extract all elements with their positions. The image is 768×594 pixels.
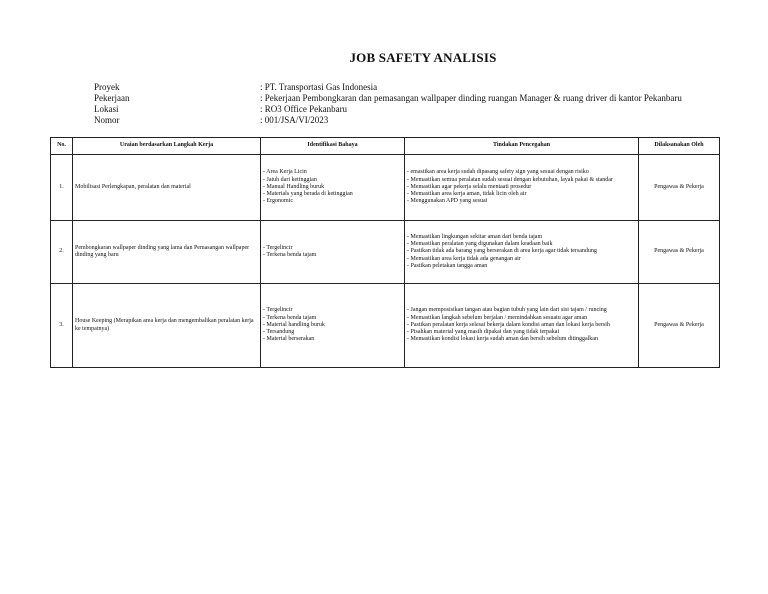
jsa-table xyxy=(50,137,720,368)
table-row xyxy=(51,155,720,221)
hazard-item: - Tersandung xyxy=(263,329,295,336)
prevention-list xyxy=(405,284,639,368)
header-step: Uraian berdasarkan Langkah Kerja xyxy=(73,138,261,155)
header-no: No. xyxy=(51,138,73,155)
job-label: Pekerjaan xyxy=(94,93,130,103)
hazard-item: - Tergelincir xyxy=(263,244,293,251)
prevention-list xyxy=(405,155,639,221)
prevention-item: - Menggunakan APD yang sesuai xyxy=(407,198,488,205)
project-row xyxy=(94,82,682,93)
prevention-item: - Memastikan semua peralatan sudah sesuai dengan kebutuhan, layak pakai & standar xyxy=(407,176,613,183)
job-row xyxy=(94,93,682,104)
prevention-item: - Memastikan langkah sebelum berjalan / memindahkan sesuatu agar aman xyxy=(407,314,588,321)
hazard-item: - Material handling buruk xyxy=(263,321,325,328)
hazard-item: - Material berserakan xyxy=(263,336,315,343)
project-label: Proyek xyxy=(94,82,120,92)
location-value: : RO3 Office Pekanbaru xyxy=(260,104,348,114)
hazard-item: - Ergonomic xyxy=(263,198,294,205)
document-title: JOB SAFETY ANALISIS xyxy=(349,50,497,65)
row-number: 2. xyxy=(51,221,73,284)
header-executor: Dilaksanakan Oleh xyxy=(639,138,720,155)
executor: Pengawas & Pekerja xyxy=(639,155,720,221)
prevention-item: - Memastikan lingkungan sekitar aman dari benda tajam xyxy=(407,233,543,240)
prevention-item: - Memastikan peralatan yang digunakan dalam keadaan baik xyxy=(407,241,553,248)
hazard-list xyxy=(261,155,405,221)
table-row xyxy=(51,221,720,284)
work-step: House Keeping (Merapikan area kerja dan mengembalikan peralatan kerja ke tempatnya) xyxy=(73,284,261,368)
hazard-item: - Terkena benda tajam xyxy=(263,314,317,321)
prevention-list xyxy=(405,221,639,284)
work-step: Pembongkaran wallpaper dinding yang lama dan Pemasangan wallpaper dinding yang baru xyxy=(73,221,261,284)
project-value: : PT. Transportasi Gas Indonesia xyxy=(260,82,378,92)
prevention-item: - Memastikan kondisi lokasi kerja sudah aman dan bersih sebelum ditinggalkan xyxy=(407,336,598,343)
project-info xyxy=(94,82,682,126)
table-row xyxy=(51,284,720,368)
prevention-item: - Jangan memposisikan tangan atau bagian tubuh yang lain dari sisi tajam / runcing xyxy=(407,307,607,314)
table-header-row xyxy=(51,138,720,155)
prevention-item: - Memastikan agar pekerja selalu mentaati prosedur xyxy=(407,183,532,190)
executor: Pengawas & Pekerja xyxy=(639,284,720,368)
prevention-item: - emastikan area kerja sudah dipasang safety sign yang sesuai dengan risiko xyxy=(407,169,589,176)
header-hazard: Identifikasi Bahaya xyxy=(261,138,405,155)
number-row xyxy=(94,115,682,126)
hazard-item: - Jatuh dari ketinggian xyxy=(263,176,317,183)
hazard-item: - Materials yang berada di ketinggian xyxy=(263,191,353,198)
hazard-item: - Manual Handling buruk xyxy=(263,183,325,190)
row-number: 1. xyxy=(51,155,73,221)
prevention-item: - Memastikan area kerja aman, tidak licin oleh air xyxy=(407,191,527,198)
work-step: Mobilisasi Perlengkapan, peralatan dan material xyxy=(73,155,261,221)
prevention-item: - Pastikan tidak ada barang yang berserakan di area kerja agar tidak tersandung xyxy=(407,248,597,255)
executor: Pengawas & Pekerja xyxy=(639,221,720,284)
hazard-item: - Tergelincir xyxy=(263,307,293,314)
header-prevention: Tindakan Pencegahan xyxy=(405,138,639,155)
prevention-item: - Memastikan area kerja tidak ada genangan air xyxy=(407,255,521,262)
number-value: : 001/JSA/VI/2023 xyxy=(260,115,329,125)
hazard-list xyxy=(261,221,405,284)
location-row xyxy=(94,104,682,115)
location-label: Lokasi xyxy=(94,104,119,114)
job-value: : Pekerjaan Pembongkaran dan pemasangan wallpaper dinding ruangan Manager & ruang driver di kantor Pekanbaru xyxy=(260,93,682,103)
prevention-item: - Pastikan peralatan kerja selesai bekerja dalam kondisi aman dan lokasi kerja bersih xyxy=(407,321,610,328)
hazard-item: - Area Kerja Licin xyxy=(263,169,307,176)
hazard-item: - Terkena benda tajam xyxy=(263,252,317,258)
prevention-item: - Pastikan peletakan tangga aman xyxy=(407,262,488,269)
row-number: 3. xyxy=(51,284,73,368)
prevention-item: - Pisahkan material yang masih dipakai dan yang tidak terpakai xyxy=(407,329,560,336)
hazard-list xyxy=(261,284,405,368)
number-label: Nomor xyxy=(94,115,120,125)
